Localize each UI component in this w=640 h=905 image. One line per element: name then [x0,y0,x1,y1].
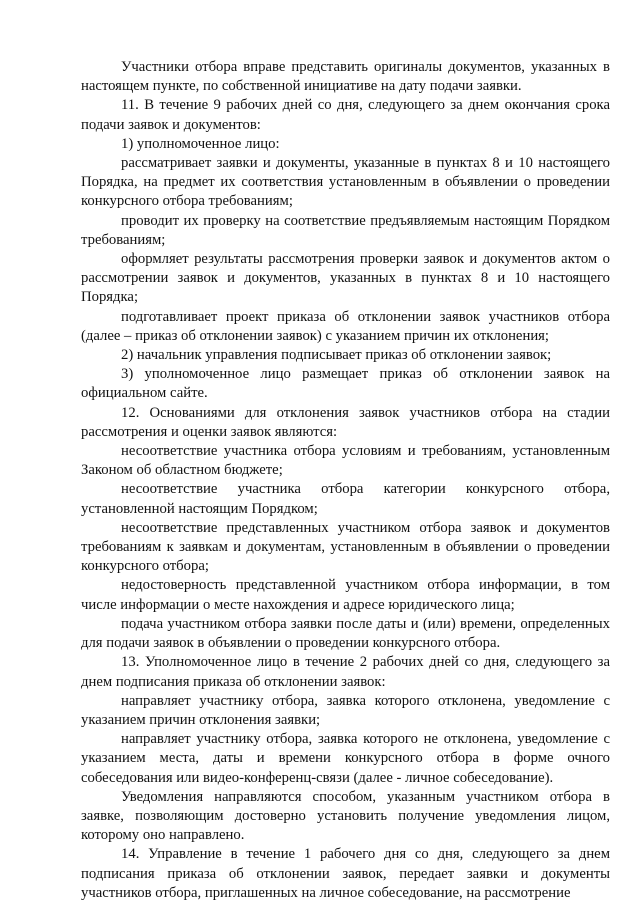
paragraph: 14. Управление в течение 1 рабочего дня со дня, следующего за днем подписания приказа об отклонении заявок, передает заявки и документы участников отбора, приглашенных на личное собеседование, на рассмотрение [81,846,610,901]
paragraph: 3) уполномоченное лицо размещает приказ об отклонении заявок на официальном сайте. [81,366,610,402]
paragraph: подача участником отбора заявки после даты и (или) времени, определенных для подачи заявок в объявлении о проведении конкурсного отбора. [81,615,610,652]
paragraph: оформляет результаты рассмотрения проверки заявок и документов актом о рассмотрении заявок и документов, указанных в пунктах 8 и 10 настоящего Порядка; [81,251,610,306]
paragraph: несоответствие участника отбора категории конкурсного отбора, установленной настоящим Порядком; [81,481,610,517]
paragraph: подготавливает проект приказа об отклонении заявок участников отбора (далее – приказ об отклонении заявок) с указанием причин их отклонения; [81,308,610,344]
paragraph: 11. В течение 9 рабочих дней со дня, следующего за днем окончания срока подачи заявок и документов: [81,97,610,133]
paragraph: Уведомления направляются способом, указанным участником отбора в заявке, позволяющим достоверно установить получение уведомления лицом, которому оно направлено. [81,788,610,844]
paragraph: недостоверность представленной участником отбора информации, в том числе информации о месте нахождения и адресе юридического лица; [81,577,610,613]
paragraph: направляет участнику отбора, заявка которого отклонена, уведомление с указанием причин отклонения заявки; [81,692,610,728]
paragraph: проводит их проверку на соответствие предъявляемым настоящим Порядком требованиям; [81,212,610,248]
paragraph: 13. Уполномоченное лицо в течение 2 рабочих дней со дня, следующего за днем подписания приказа об отклонении заявок: [81,654,610,690]
paragraph: Участники отбора вправе представить оригиналы документов, указанных в настоящем пункте, по собственной инициативе на дату подачи заявки. [81,59,610,95]
paragraph: направляет участнику отбора, заявка которого не отклонена, уведомление с указанием места, даты и времени конкурсного отбора в форме очного собеседования или видео-конференц-связи (далее - личное собеседование). [81,731,610,786]
paragraph: 1) уполномоченное лицо: [121,135,280,152]
paragraph: несоответствие участника отбора условиям и требованиям, установленным Законом об областном бюджете; [81,443,610,479]
paragraph: рассматривает заявки и документы, указанные в пунктах 8 и 10 настоящего Порядка, на предмет их соответствия установленным в объявлении о проведении конкурсного отбора требованиям; [81,155,610,210]
paragraph: 2) начальник управления подписывает приказ об отклонении заявок; [121,347,552,364]
paragraph: несоответствие представленных участником отбора заявок и документов требованиям к заявкам и документам, установленным в объявлении о проведении конкурсного отбора; [81,519,610,575]
paragraph: 12. Основаниями для отклонения заявок участников отбора на стадии рассмотрения и оценки заявок являются: [81,404,610,440]
